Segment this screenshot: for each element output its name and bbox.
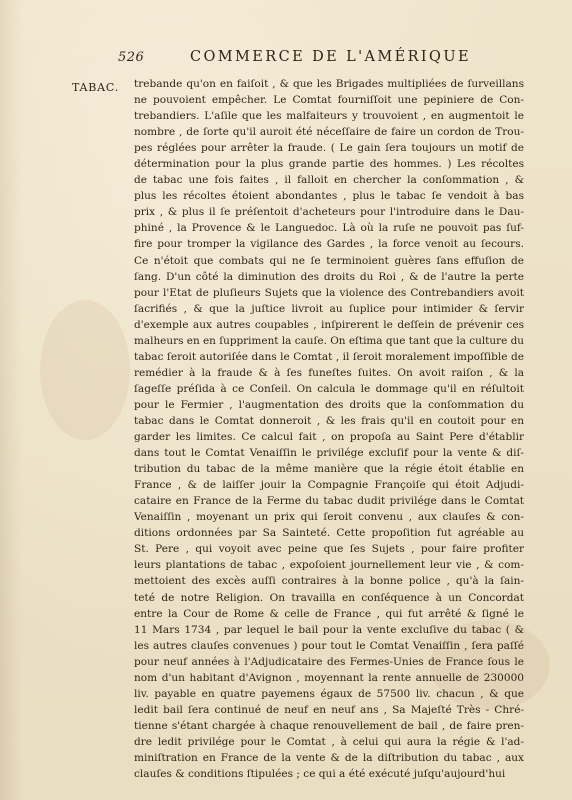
text-line: tabac dans le Comtat donneroit , & les frais qu'il en coutoit pour en (134, 414, 524, 427)
text-line: d'exemple aux autres coupables , inſpirerent le deſſein de prévenir ces (134, 318, 524, 331)
text-line: trebande qu'on en faiſoit , & que les Brigades multipliées de ſurveillans (134, 78, 524, 90)
text-line: tribution du tabac de la même manière que la régie étoit établie en (134, 463, 524, 476)
text-line: liv. payable en quatre payemens égaux de 57500 liv. chacun , & que (134, 687, 524, 700)
text-line: St. Pere , qui voyoit avec peine que ſes Sujets , pour faire profiter (134, 543, 524, 556)
page-number: 526 (118, 50, 145, 65)
text-line: ſacrifiés , & que la juſtice livroit au ſuplice pour intimider & ſervir (134, 302, 524, 315)
text-line: tabac ſeroit autoriſée dans le Comtat , il ſeroit moralement impoſſible de (134, 350, 524, 363)
text-line: nom d'un habitant d'Avignon , moyennant la rente annuelle de 230000 (134, 671, 524, 684)
body-text (134, 76, 524, 782)
text-line: trebandiers. L'aſile que les malfaiteurs y trouvoient , en augmentoit le (134, 110, 524, 123)
text-line: leurs plantations de tabac , expoſoient journellement leur vie , & com- (134, 559, 524, 572)
text-line: prix , & plus il ſe préſentoit d'acheteurs pour l'introduire dans le Dau- (134, 206, 524, 219)
text-line: cataire en France de la Ferme du tabac dudit privilége dans le Comtat (134, 495, 524, 508)
text-line: ne pouvoient empêcher. Le Comtat fourniſſoit une pepiniere de Con- (134, 94, 524, 107)
text-line: pour l'Etat de pluſieurs Sujets que la violence des Contrebandiers avoit (134, 286, 524, 299)
text-line: malheurs en en ſuppriment la cauſe. On eſtima que tant que la culture du (134, 334, 524, 347)
text-line: plus les récoltes étoient abondantes , plus le tabac ſe vendoit à bas (134, 190, 524, 203)
text-line: ledit bail ſera continué de neuf en neuf ans , Sa Majeſté Très - Chré- (134, 703, 524, 716)
running-title: COMMERCE DE L'AMÉRIQUE (190, 49, 471, 65)
text-line: pes réglées pour arrêter la fraude. ( Le gain ſera toujours un motif de (134, 142, 524, 155)
text-line: miniſtration en France de la vente & de la diſtribution du tabac , aux (134, 751, 524, 764)
text-line: mettoient des excès auſſi contraires à la bonne police , qu'à la ſain- (134, 575, 524, 588)
text-line: remédier à la fraude & à ſes funeſtes ſuites. On avoit raiſon , & la (134, 366, 524, 379)
text-line: fire pour tromper la vigilance des Gardes , la force venoit au ſecours. (134, 238, 524, 251)
paper-stain (40, 300, 130, 440)
text-line: ſageſſe préſida à ce Conſeil. On calcula le dommage qu'il en réſultoit (134, 382, 524, 395)
text-line: dre ledit privilége pour le Comtat , à celui qui aura la régie & l'ad- (134, 735, 524, 748)
text-line: pour neuf années à l'Adjudicataire des Fermes-Unies de France ſous le (134, 655, 524, 668)
text-line: de tabac une fois faites , il falloit en chercher la conſommation , & (134, 174, 524, 187)
text-line: 11 Mars 1734 , par lequel le bail pour la vente excluſive du tabac ( & (134, 623, 524, 636)
text-line: tienne s'étant chargée à chaque renouvellement de bail , de faire pren- (134, 719, 524, 732)
text-line: phiné , la Provence & le Languedoc. Là où la ruſe ne pouvoit pas ſuf- (134, 222, 524, 235)
text-line: détermination pour la plus grande partie des hommes. ) Les récoltes (134, 158, 524, 171)
margin-note: TABAC. (72, 81, 120, 94)
text-line: France , & de laiſſer jouir la Compagnie Françoiſe qui étoit Adjudi- (134, 479, 524, 492)
text-line: Venaiſſin , moyenant un prix qui ſeroit convenu , aux clauſes & con- (134, 511, 524, 524)
text-line: ditions ordonnées par Sa Sainteté. Cette propoſition fut agréable au (134, 527, 524, 540)
text-line: Ce n'étoit que combats qui ne ſe terminoient guères ſans effuſion de (134, 254, 524, 267)
text-line: nombre , de ſorte qu'il auroit été néceſſaire de faire un cordon de Trou- (134, 126, 524, 139)
text-line: ſang. D'un côté la diminution des droits du Roi , & de l'autre la perte (134, 270, 524, 283)
text-line: les autres clauſes convenues ) pour tout le Comtat Venaiſſin , ſera paſſé (134, 639, 524, 652)
text-line: clauſes & conditions ſtipulées ; ce qui a été exécuté juſqu'aujourd'hui (134, 768, 506, 781)
text-line: dans tout le Comtat Venaiſſin le privilége excluſif pour la vente & diſ- (134, 447, 524, 460)
text-line: garder les limites. Ce calcul fait , on propoſa au Saint Pere d'établir (134, 431, 524, 444)
text-line: pour le Fermier , l'augmentation des droits que la conſommation du (134, 398, 524, 411)
text-line: entre la Cour de Rome & celle de France , qui fut arrêté & ſigné le (134, 607, 524, 620)
text-line: teté de notre Religion. On travailla en conſéquence à un Concordat (134, 591, 524, 604)
